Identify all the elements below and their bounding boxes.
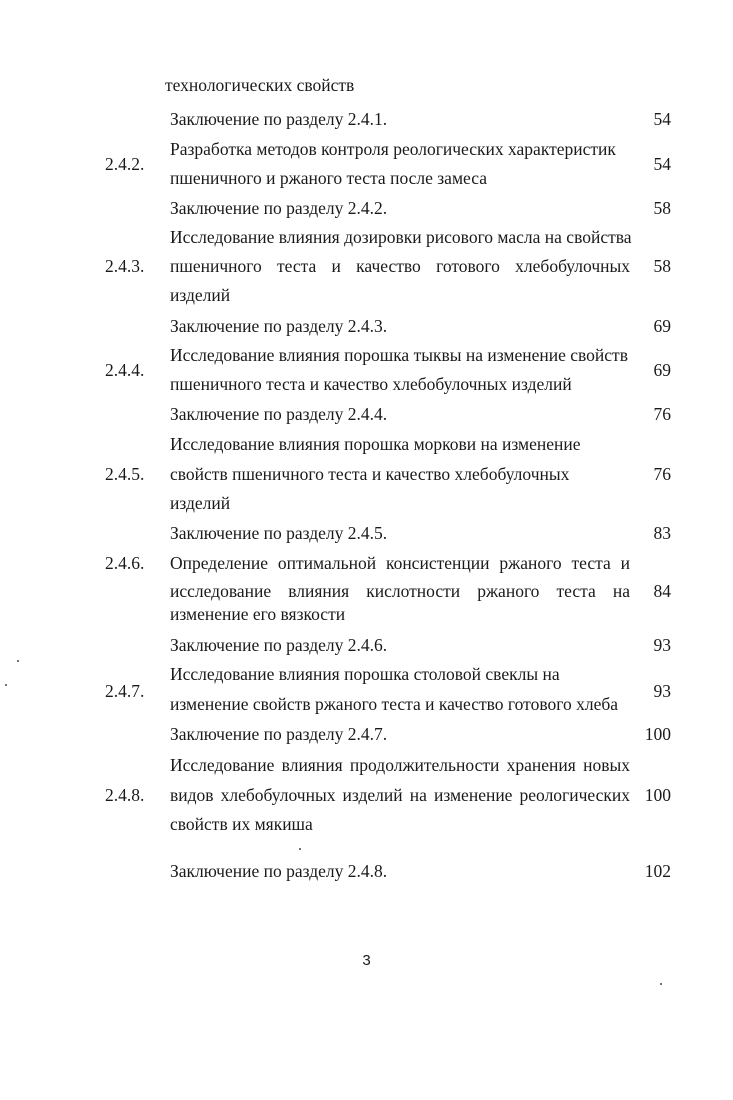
toc-entry-page: 58 [653, 256, 671, 276]
toc-entry-title-line [170, 757, 630, 775]
toc-entry-title-line: изделий [170, 285, 231, 305]
page-number: 3 [362, 952, 371, 969]
scan-speck [17, 660, 19, 662]
toc-entry-title: Заключение по разделу 2.4.4. [170, 404, 388, 424]
scan-speck [299, 848, 301, 850]
toc-entry-title: Заключение по разделу 2.4.5. [170, 523, 388, 543]
toc-entry-title-line: свойств пшеничного теста и качество хлебобулочных [170, 464, 570, 484]
toc-entry-page: 83 [653, 523, 671, 543]
toc-entry-page: 100 [644, 785, 671, 805]
toc-entry-number: 2.4.5. [105, 464, 145, 484]
justified-line: исследование влияния кислотности ржаного теста на [170, 581, 630, 601]
toc-entry-page: 69 [653, 316, 671, 336]
toc-entry-number: 2.4.6. [105, 553, 145, 573]
toc-entry-page: 84 [653, 581, 671, 601]
scan-speck [660, 983, 662, 985]
toc-entry-number: 2.4.4. [105, 360, 145, 380]
toc-entry-title-line: Исследование влияния порошка моркови на изменение [170, 434, 581, 454]
toc-entry-number: 2.4.2. [105, 154, 145, 174]
justified-line: Исследование влияния продолжительности хранения новых [170, 755, 630, 775]
justified-line: Определение оптимальной консистенции ржаного теста и [170, 553, 630, 573]
justified-line: пшеничного теста и качество готового хлебобулочных [170, 256, 630, 276]
toc-entry-title-line: Исследование влияния порошка тыквы на изменение свойств [170, 345, 628, 365]
toc-entry-title-line: пшеничного и ржаного теста после замеса [170, 168, 487, 188]
toc-entry-title-line: Исследование влияния дозировки рисового масла на свойства [170, 227, 632, 247]
toc-entry-title: Заключение по разделу 2.4.2. [170, 198, 388, 218]
toc-entry-page: 100 [644, 724, 671, 744]
toc-entry-page: 93 [653, 635, 671, 655]
toc-entry-title-line: пшеничного теста и качество хлебобулочных изделий [170, 374, 572, 394]
toc-entry-title-line: Исследование влияния порошка столовой свеклы на [170, 664, 560, 684]
scan-speck [5, 684, 7, 686]
toc-entry-page: 76 [653, 404, 671, 424]
toc-entry-title-line: изменение свойств ржаного теста и качество готового хлеба [170, 694, 619, 714]
toc-entry-title-line: свойств их мякиша [170, 814, 313, 834]
toc-entry-page: 69 [653, 360, 671, 380]
toc-entry-title: Заключение по разделу 2.4.8. [170, 861, 388, 881]
toc-entry-title: Заключение по разделу 2.4.6. [170, 635, 388, 655]
toc-entry-title-line [170, 787, 630, 805]
toc-entry-title: Заключение по разделу 2.4.7. [170, 724, 388, 744]
toc-entry-page: 93 [653, 681, 671, 701]
toc-entry-title-line [170, 258, 630, 276]
toc-entry-page: 54 [653, 109, 671, 129]
toc-entry-title: Заключение по разделу 2.4.1. [170, 109, 388, 129]
toc-entry-number: 2.4.3. [105, 256, 145, 276]
carryover-title-line: технологических свойств [165, 75, 355, 95]
toc-entry-title-line: Разработка методов контроля реологических характеристик [170, 139, 616, 159]
toc-entry-page: 76 [653, 464, 671, 484]
toc-entry-page: 54 [653, 154, 671, 174]
toc-entry-title: Заключение по разделу 2.4.3. [170, 316, 388, 336]
toc-entry-title-line: изменение его вязкости [170, 604, 346, 624]
toc-entry-title-line [170, 555, 630, 573]
toc-entry-page: 102 [644, 861, 671, 881]
toc-entry-number: 2.4.8. [105, 785, 145, 805]
toc-entry-title-line [170, 583, 630, 601]
toc-entry-page: 58 [653, 198, 671, 218]
toc-entry-number: 2.4.7. [105, 681, 145, 701]
justified-line: видов хлебобулочных изделий на изменение реологических [170, 785, 630, 805]
toc-entry-title-line: изделий [170, 493, 231, 513]
